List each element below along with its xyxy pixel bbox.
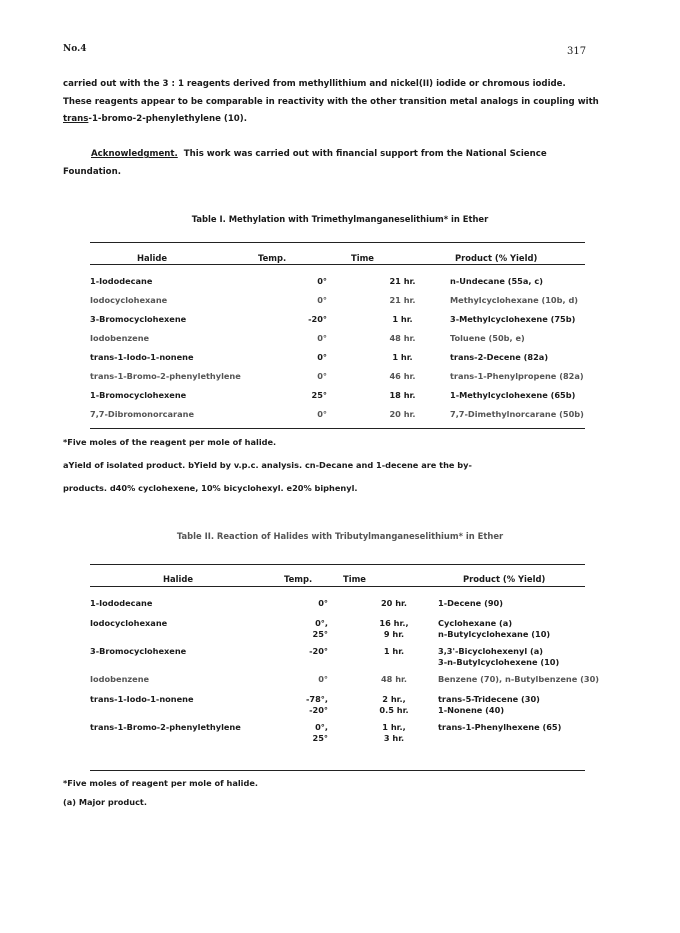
table1-row [90, 276, 585, 295]
ack-line [63, 146, 623, 164]
temp-line: 0° [318, 598, 328, 608]
time-cell: 21 hr. [389, 276, 416, 286]
temp-line: -20° [309, 705, 328, 715]
product-line: 3,3'-Bicyclohexenyl (a) [438, 646, 543, 656]
table1-footnote: products. d40% cyclohexene, 10% bicyclohexyl. e20% biphenyl. [63, 483, 358, 493]
product-line: trans-1-Phenylhexene (65) [438, 722, 562, 732]
temp-line: 0°, [315, 618, 328, 628]
halide-cell: 1-Iododecane [90, 598, 153, 608]
time-line: 20 hr. [380, 598, 408, 608]
temp-line: 0°, [315, 722, 328, 732]
temp-cell [275, 694, 350, 722]
temp-cell: 0° [317, 371, 327, 381]
table1-footnote: *Five moles of the reagent per mole of halide. [63, 437, 277, 447]
table2-row [90, 694, 599, 722]
table2-top-rule [90, 564, 585, 565]
acknowledgment-paragraph [63, 146, 623, 181]
time-line: 9 hr. [383, 629, 405, 639]
issue-number: No.4 [63, 44, 87, 54]
product-line: n-Butylcyclohexane (10) [438, 629, 551, 639]
product-cell: Methylcyclohexane (10b, d) [450, 295, 579, 305]
table1-row [90, 295, 585, 314]
product-line: 1-Nonene (40) [438, 705, 505, 715]
page-number: 317 [567, 46, 587, 57]
product-cell [438, 646, 599, 674]
table2-row [90, 722, 599, 750]
temp-cell: 0° [317, 276, 327, 286]
intro-paragraph [63, 76, 623, 129]
time-line: 1 hr. [383, 646, 405, 656]
table2-row [90, 618, 599, 646]
table1-row [90, 371, 585, 390]
product-cell: n-Undecane (55a, c) [450, 276, 543, 286]
table2-row [90, 674, 599, 694]
temp-cell [275, 646, 350, 674]
halide-cell: Iodocyclohexane [90, 295, 168, 305]
table1-col-time: Time [351, 253, 374, 263]
ack-heading: Acknowledgment. [91, 149, 178, 159]
table1-col-temp: Temp. [258, 253, 287, 263]
temp-cell [275, 598, 350, 618]
time-cell [350, 674, 438, 694]
table1 [90, 276, 585, 428]
time-cell: 1 hr. [392, 352, 413, 362]
halide-cell: trans-1-Bromo-2-phenylethylene [90, 722, 241, 732]
table2-footnote: *Five moles of reagent per mole of halide. [63, 778, 259, 788]
temp-cell [275, 618, 350, 646]
intro-line [63, 111, 623, 129]
table1-row [90, 409, 585, 428]
temp-cell [275, 722, 350, 750]
temp-line: 25° [312, 733, 328, 743]
table1-col-halide: Halide [137, 253, 168, 263]
time-line: 0.5 hr. [379, 705, 409, 715]
table1-row [90, 352, 585, 371]
table2-col-temp: Temp. [284, 574, 313, 584]
table2-col-halide: Halide [163, 574, 194, 584]
halide-cell: 3-Bromocyclohexene [90, 646, 187, 656]
product-cell [438, 598, 599, 618]
table2-row [90, 598, 599, 618]
intro-line: carried out with the 3 : 1 reagents derived from methyllithium and nickel(II) iodide or chromous iodide. [63, 79, 566, 89]
time-cell [350, 722, 438, 750]
temp-line: 25° [312, 629, 328, 639]
product-cell: 3-Methylcyclohexene (75b) [450, 314, 576, 324]
table1-top-rule [90, 242, 585, 243]
product-cell [438, 694, 599, 722]
time-line: 1 hr., [382, 722, 406, 732]
temp-cell: 0° [317, 295, 327, 305]
temp-cell: -20° [308, 314, 327, 324]
table2-bottom-rule [90, 770, 585, 771]
trans-prefix: trans [63, 114, 89, 124]
product-cell: trans-2-Decene (82a) [450, 352, 549, 362]
product-cell [438, 722, 599, 750]
time-cell: 21 hr. [389, 295, 416, 305]
halide-cell: trans-1-Iodo-1-nonene [90, 352, 194, 362]
table2 [90, 598, 599, 750]
temp-cell [275, 674, 350, 694]
time-cell: 1 hr. [392, 314, 413, 324]
halide-cell: 7,7-Dibromonorcarane [90, 409, 194, 419]
product-cell [438, 674, 599, 694]
time-line: 3 hr. [383, 733, 405, 743]
time-cell [350, 694, 438, 722]
halide-cell: 1-Bromocyclohexene [90, 390, 187, 400]
temp-line: -20° [309, 646, 328, 656]
halide-cell: 3-Bromocyclohexene [90, 314, 187, 324]
table1-footnote: aYield of isolated product. bYield by v.p.c. analysis. cn-Decane and 1-decene are the by- [63, 460, 472, 470]
temp-cell: 0° [317, 352, 327, 362]
temp-cell: 0° [317, 409, 327, 419]
table1-row [90, 314, 585, 333]
temp-line: 0° [318, 674, 328, 684]
intro-line: These reagents appear to be comparable in reactivity with the other transition metal analogs in coupling with [63, 96, 599, 107]
time-cell: 46 hr. [389, 371, 416, 381]
table1-col-product: Product (% Yield) [455, 253, 538, 263]
table2-col-product: Product (% Yield) [463, 574, 546, 584]
product-cell: Toluene (50b, e) [450, 333, 525, 343]
temp-line: -78°, [306, 694, 328, 704]
ack-line-2: Foundation. [63, 166, 121, 177]
product-line: trans-5-Tridecene (30) [438, 694, 540, 704]
table1-row [90, 390, 585, 409]
ack-text: This work was carried out with financial support from the National Science [183, 149, 547, 159]
halide-cell: 1-Iododecane [90, 276, 153, 286]
halide-cell: trans-1-Iodo-1-nonene [90, 694, 194, 704]
table1-caption: Table I. Methylation with Trimethylmanganeselithium* in Ether [191, 214, 489, 224]
table2-header-rule [90, 586, 585, 587]
table2-row [90, 646, 599, 674]
temp-cell: 0° [317, 333, 327, 343]
product-line: 3-n-Butylcyclohexene (10) [438, 657, 560, 667]
product-cell: trans-1-Phenylpropene (82a) [450, 371, 584, 381]
product-line: Benzene (70), n-Butylbenzene (30) [438, 674, 600, 684]
table2-footnote: (a) Major product. [63, 797, 147, 807]
time-cell: 18 hr. [389, 390, 416, 400]
time-cell: 20 hr. [389, 409, 416, 419]
table1-row [90, 333, 585, 352]
halide-cell: trans-1-Bromo-2-phenylethylene [90, 371, 241, 381]
product-line: 1-Decene (90) [438, 598, 503, 608]
product-cell: 1-Methylcyclohexene (65b) [450, 390, 576, 400]
halide-cell: Iodobenzene [90, 674, 150, 684]
time-cell [350, 618, 438, 646]
temp-cell: 25° [311, 390, 327, 400]
time-cell [350, 646, 438, 674]
time-cell [350, 598, 438, 618]
table1-bottom-rule [90, 428, 585, 429]
time-line: 48 hr. [380, 674, 408, 684]
product-cell: 7,7-Dimethylnorcarane (50b) [450, 409, 584, 419]
table1-header-rule [90, 264, 585, 265]
halide-cell: Iodobenzene [90, 333, 150, 343]
time-line: 2 hr., [382, 694, 406, 704]
halide-cell: Iodocyclohexane [90, 618, 168, 628]
table2-col-time: Time [343, 574, 366, 584]
table2-caption: Table II. Reaction of Halides with Tributylmanganeselithium* in Ether [176, 531, 504, 541]
product-line: Cyclohexane (a) [438, 618, 513, 628]
intro-line-rest: -1-bromo-2-phenylethylene (10). [88, 114, 247, 124]
time-cell: 48 hr. [389, 333, 416, 343]
product-cell [438, 618, 599, 646]
time-line: 16 hr., [379, 618, 409, 628]
